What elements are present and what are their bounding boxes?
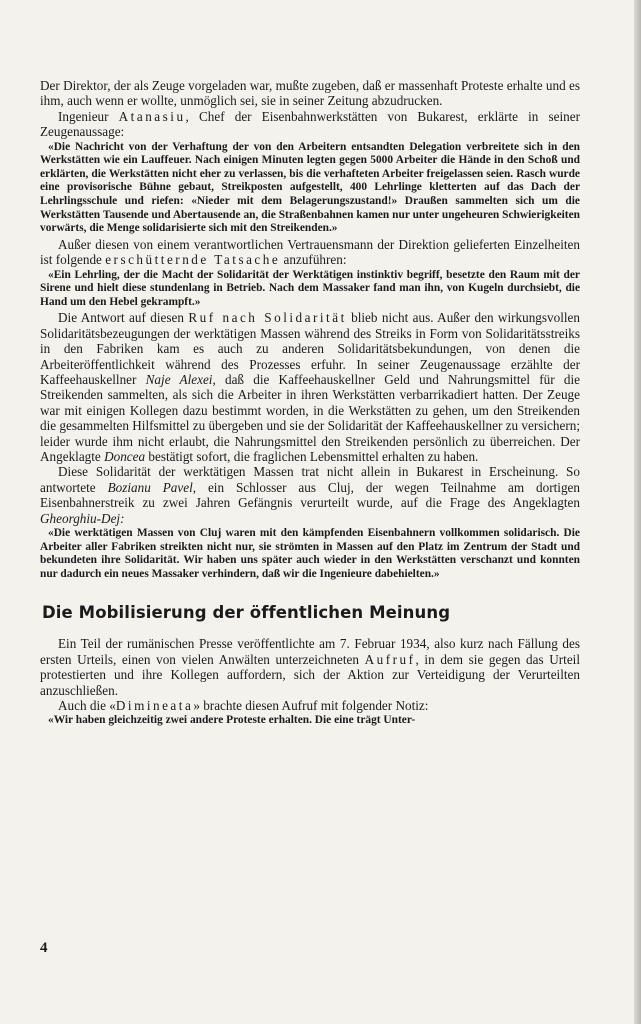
name-atanasiu: Atanasiu xyxy=(118,108,186,124)
page-number: 4 xyxy=(40,940,48,956)
name-gheorghiu-dej: Gheorghiu-Dej: xyxy=(40,510,125,526)
name-bozianu-pavel: Bozianu Pavel xyxy=(107,479,193,495)
text-run: bestätigt sofort, die fraglichen Lebensmittel erhalten zu haben. xyxy=(145,449,479,465)
paragraph-atanasiu xyxy=(40,109,580,140)
name-naje-alexei: Naje Alexei xyxy=(145,372,213,387)
text-run: anzuführen: xyxy=(280,252,347,268)
text-run: Ingenieur xyxy=(58,108,119,124)
emphasis-ruf: Ruf nach Solidarität xyxy=(188,310,347,326)
text-run: Diese Solidarität der werktätigen Massen trat nicht allein in Bukarest in Erscheinung. So antwortete xyxy=(40,464,580,495)
quote-atanasiu: «Die Nachricht von der Verhaftung der von den Arbeitern entsandten Delegation verbreitete sich in den Werkstätten wie ein Lauffeuer. Nach einigen Minuten legten gegen 5000 Arbeiter die Hände in den Schoß und erklärten, die Werkstätten nicht eher zu verlassen, bis die verhafteten Arbeiter freigelassen seien. Rasch wurde eine provisorische Bühne gebaut, Streikposten aufgestellt, 400 Lehrlinge kletterten auf das Dach der Lehrlingsschule und riefen: «Nieder mit dem Belagerungszustand!» Draußen sammelten sich um die Werkstätten Tausende und Abertausende an, die Straßenbahnen kamen nur unter ungeheuren Schwierigkeiten vorwärts, die Menge solidarisierte sich mit den Streikenden.» xyxy=(40,140,580,235)
name-doncea: Doncea xyxy=(104,449,146,465)
newspaper-name: Dimineata xyxy=(115,698,194,714)
text-run: blieb nicht aus. Außer den wirkungsvollen Solidaritätsbezeugungen der werktätigen Massen während des Streiks in Form von Solidaritätsstreiks in den Fabriken kam es auch zu anderen Solidaritätsbekundungen, von denen die Arbeiteröffentlichkeit während des Prozesses erfuhr. In seiner Zeugenaussage erzählte der Kaffeehauskellner xyxy=(40,310,580,387)
text-run: , daß die Kaffeehauskellner Geld und Nahrungsmittel für die Streikenden sammelten, als sich die Arbeiter in ihren Werkstätten verbarrikadiert hatten. Der Zeuge war mit einigen Kollegen dazu bestimmt worden, in die Werkstätten zu gehen, um den Streikenden die gesammelten Hilfsmittel zu übergeben und sie der Solidarität der Kaffeehauskellner zu versichern; leider wurde ihm nicht erlaubt, die Nahrungsmittel den Streikenden persönlich zu überreichen. Der Angeklagte xyxy=(40,372,581,465)
text-run: , ein Schlosser aus Cluj, der wegen Teilnahme am dortigen Eisenbahnerstreik zu zwei Jahren Gefängnis verurteilt wurde, auf die Frage des Angeklagten xyxy=(40,479,581,511)
emphasis-tatsache: erschütternde Tatsache xyxy=(105,252,281,268)
emphasis-aufruf: Aufruf xyxy=(364,651,416,667)
paragraph-director: Der Direktor, der als Zeuge vorgeladen war, mußte zugeben, daß er massenhaft Proteste erhalte und es ihm, auch wenn er wollte, unmöglich sei, sie in seiner Zeitung abzudrucken. xyxy=(40,78,580,109)
paragraph-presse xyxy=(40,636,580,698)
text-run: » brachte diesen Aufruf mit folgender Notiz: xyxy=(193,698,429,714)
text-run: , Chef der Eisenbahnwerkstätten von Bukarest, erklärte in seiner Zeugenaussage: xyxy=(40,108,580,140)
text-run: Ein Teil der rumänischen Presse veröffentlichte am 7. Februar 1934, also kurz nach Fällung des ersten Urteils, einen von vielen Anwälten unterzeichneten xyxy=(40,636,580,667)
paragraph-direction xyxy=(40,237,580,268)
text-run: , in dem sie gegen das Urteil protestierten und ihre Kollegen auffordern, sich der Aktion zur Verteidigung der Verurteilten anzuschließen. xyxy=(40,651,580,698)
paragraph-solidaritaet xyxy=(40,310,580,464)
quote-cluj: «Die werktätigen Massen von Cluj waren mit den kämpfenden Eisenbahnern vollkommen solidarisch. Die Arbeiter aller Fabriken streikten nicht nur, sie strömten in Massen auf den Platz im Zentrum der Stadt und bekundeten ihre Solidarität. Wir haben uns später auch wieder in den Werkstätten verschanzt und konnten nur dadurch ein neues Massaker verhindern, daß wir die Ingenieure dabehielten.» xyxy=(40,527,580,580)
paragraph-dimineata xyxy=(40,698,580,713)
page-edge-shadow xyxy=(634,0,641,1024)
text-run: Außer diesen von einem verantwortlichen Vertrauensmann der Direktion gelieferten Einzelheiten ist folgende xyxy=(40,236,580,268)
quote-proteste: «Wir haben gleichzeitig zwei andere Proteste erhalten. Die eine trägt Unter- xyxy=(48,714,416,727)
section-heading: Die Mobilisierung der öffentlichen Meinung xyxy=(42,603,451,623)
text-run: Die Antwort auf diesen xyxy=(58,310,189,326)
page-body xyxy=(40,78,580,729)
quote-lehrling: «Ein Lehrling, der die Macht der Solidarität der Werktätigen instinktiv begriff, besetzte den Raum mit der Sirene und hielt diese stundenlang in Betrieb. Nach dem Massaker fand man ihn, von Kugeln durchsiebt, die Hand um den Hebel gekrampft.» xyxy=(40,268,580,308)
paragraph-cluj xyxy=(40,464,580,526)
text-run: Auch die « xyxy=(58,698,116,714)
